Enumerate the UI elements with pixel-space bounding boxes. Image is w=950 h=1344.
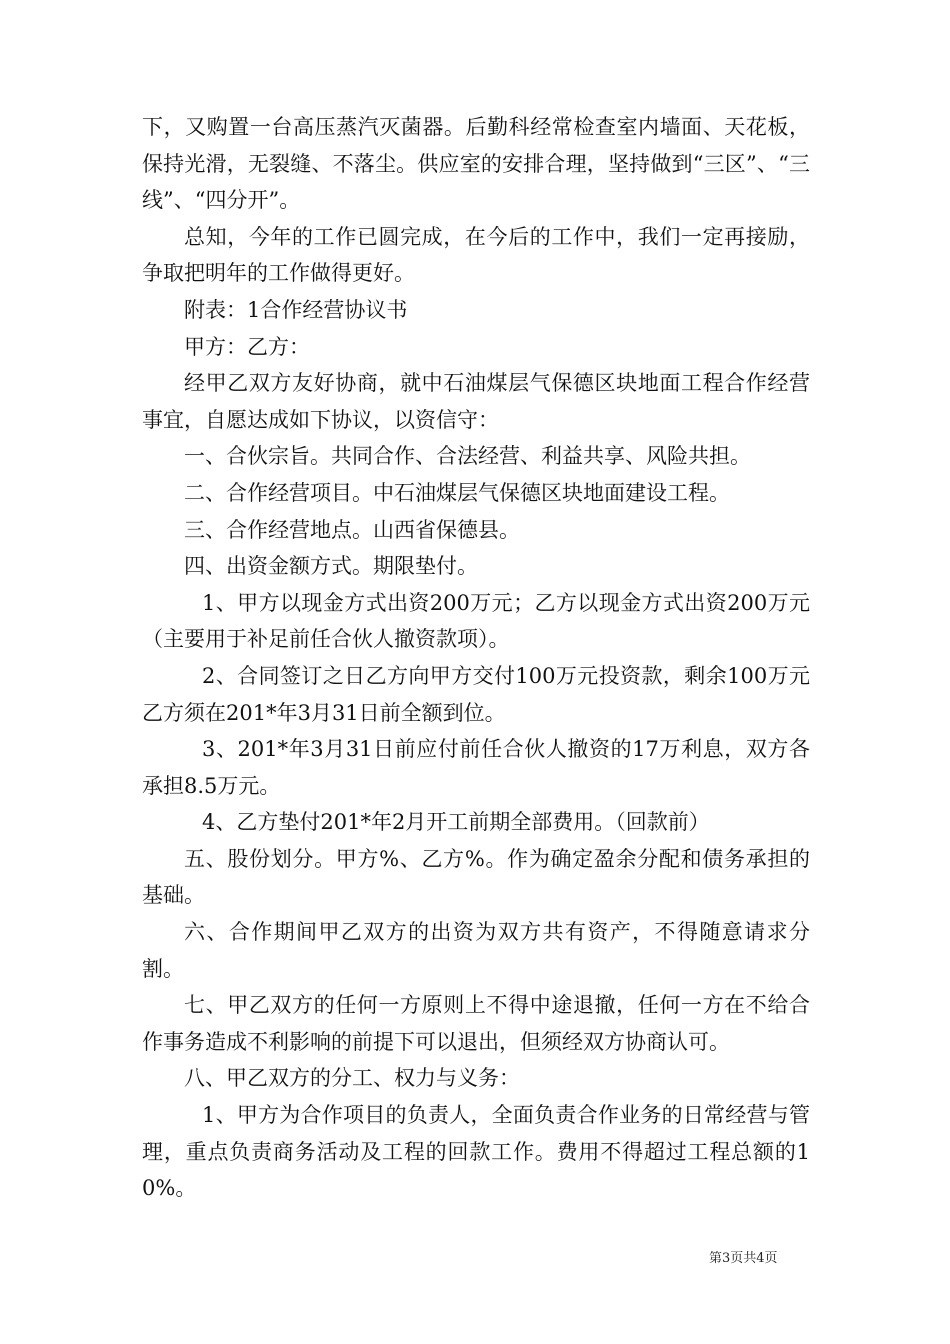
clause-7-withdrawal: 七、甲乙双方的任何一方原则上不得中途退撤，任何一方在不给合作事务造成不利影响的前提下可以退出，但须经双方协商认可。 <box>142 993 810 1054</box>
paragraph-parties: 甲方：乙方： <box>184 334 310 359</box>
paragraph-attachment-title: 附表：1合作经营协议书 <box>184 297 408 322</box>
clause-8-duties: 八、甲乙双方的分工、权力与义务： <box>184 1066 520 1091</box>
clause-6-assets: 六、合作期间甲乙双方的出资为双方共有资产，不得随意请求分割。 <box>142 920 810 981</box>
clause-4-item-1: 1、甲方以现金方式出资200万元；乙方以现金方式出资200万元（主要用于补足前任合伙人撤资款项）。 <box>142 590 810 652</box>
clause-1-purpose: 一、合伙宗旨。共同合作、合法经营、利益共享、风险共担。 <box>184 444 751 469</box>
clause-4-item-4: 4、乙方垫付201*年2月开工前期全部费用。（回款前） <box>202 810 710 835</box>
clause-4-capital: 四、出资金额方式。期限垫付。 <box>184 554 478 579</box>
clause-3-location: 三、合作经营地点。山西省保德县。 <box>184 517 520 542</box>
document-body <box>142 109 810 1207</box>
clause-2-project: 二、合作经营项目。中石油煤层气保德区块地面建设工程。 <box>184 480 730 505</box>
clause-5-shares: 五、股份划分。甲方%、乙方%。作为确定盈余分配和债务承担的基础。 <box>142 846 810 908</box>
clause-4-item-3: 3、201*年3月31日前应付前任合伙人撤资的17万利息，双方各承担8.5万元。 <box>142 737 810 798</box>
clause-8-item-1: 1、甲方为合作项目的负责人，全面负责合作业务的日常经营与管理，重点负责商务活动及工程的回款工作。费用不得超过工程总额的10%。 <box>142 1103 810 1201</box>
paragraph-summary: 总知，今年的工作已圆完成，在今后的工作中，我们一定再接励，争取把明年的工作做得更好。 <box>142 224 810 286</box>
clause-4-item-2: 2、合同签订之日乙方向甲方交付100万元投资款，剩余100万元乙方须在201*年3月31日前全额到位。 <box>142 663 810 725</box>
page-number: 第3页共4页 <box>709 1251 778 1266</box>
paragraph-continuation: 下，又购置一台高压蒸汽灭菌器。后勤科经常检查室内墙面、天花板，保持光滑，无裂缝、不落尘。供应室的安排合理，坚持做到“三区”、“三线”、“四分开”。 <box>142 115 810 213</box>
paragraph-preamble: 经甲乙双方友好协商，就中石油煤层气保德区块地面工程合作经营事宜，自愿达成如下协议，以资信守： <box>142 371 810 432</box>
